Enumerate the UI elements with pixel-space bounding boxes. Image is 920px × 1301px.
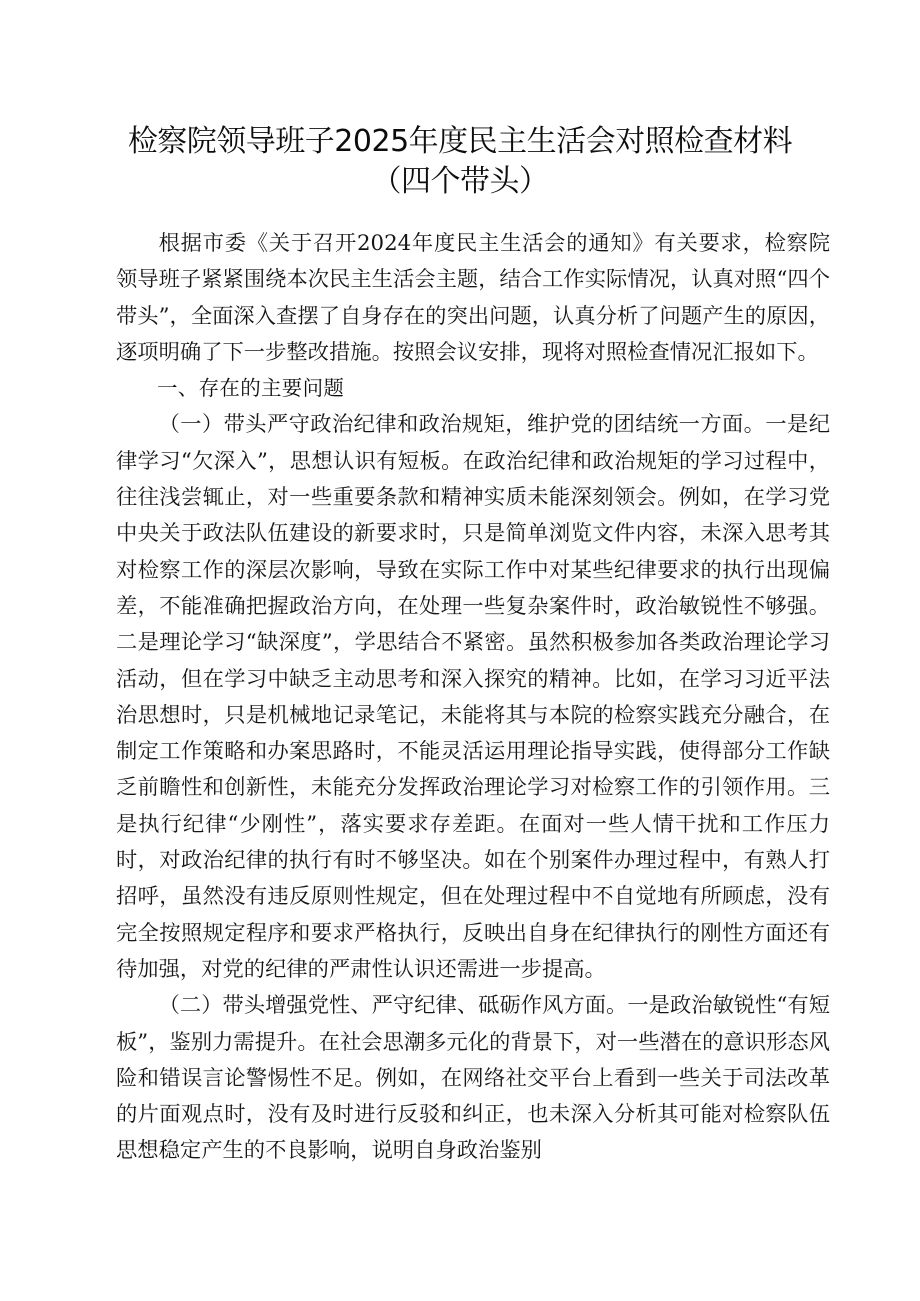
- section-heading: 一、存在的主要问题: [157, 376, 345, 401]
- document-title: [60, 122, 860, 202]
- intro-paragraph: 根据市委《关于召开2024年度民主生活会的通知》有关要求，检察院领导班子紧紧围绕本次民主生活会主题，结合工作实际情况，认真对照“四个带头”，全面深入查摆了自身存在的突出问题，认真分析了问题产生的原因，逐项明确了下一步整改措施。按照会议安排，现将对照检查情况汇报如下。: [116, 231, 830, 365]
- document-body: [116, 226, 830, 1170]
- title-line-2: （四个带头）: [371, 164, 549, 199]
- body-paragraph: （一）带头严守政治纪律和政治规矩，维护党的团结统一方面。一是纪律学习“欠深入”，思想认识有短板。在政治纪律和政治规矩的学习过程中，往往浅尝辄止，对一些重要条款和精神实质未能深刻领会。例如，在学习党中央关于政法队伍建设的新要求时，只是简单浏览文件内容，未深入思考其对检察工作的深层次影响，导致在实际工作中对某些纪律要求的执行出现偏差，不能准确把握政治方向，在处理一些复杂案件时，政治敏锐性不够强。二是理论学习“缺深度”，学思结合不紧密。虽然积极参加各类政治理论学习活动，但在学习中缺乏主动思考和深入探究的精神。比如，在学习习近平法治思想时，只是机械地记录笔记，未能将其与本院的检察实践充分融合，在制定工作策略和办案思路时，不能灵活运用理论指导实践，使得部分工作缺乏前瞻性和创新性，未能充分发挥政治理论学习对检察工作的引领作用。三是执行纪律“少刚性”，落实要求存差距。在面对一些人情干扰和工作压力时，对政治纪律的执行有时不够坚决。如在个别案件办理过程中，有熟人打招呼，虽然没有违反原则性规定，但在处理过程中不自觉地有所顾虑，没有完全按照规定程序和要求严格执行，反映出自身在纪律执行的刚性方面还有待加强，对党的纪律的严肃性认识还需进一步提高。: [116, 412, 830, 982]
- title-line-1: 检察院领导班子2025年度民主生活会对照检查材料: [127, 124, 793, 159]
- body-paragraph: （二）带头增强党性、严守纪律、砥砺作风方面。一是政治敏锐性“有短板”，鉴别力需提升。在社会思潮多元化的背景下，对一些潜在的意识形态风险和错误言论警惕性不足。例如，在网络社交平台上看到一些关于司法改革的片面观点时，没有及时进行反驳和纠正，也未深入分析其可能对检察队伍思想稳定产生的不良影响，说明自身政治鉴别: [116, 993, 830, 1164]
